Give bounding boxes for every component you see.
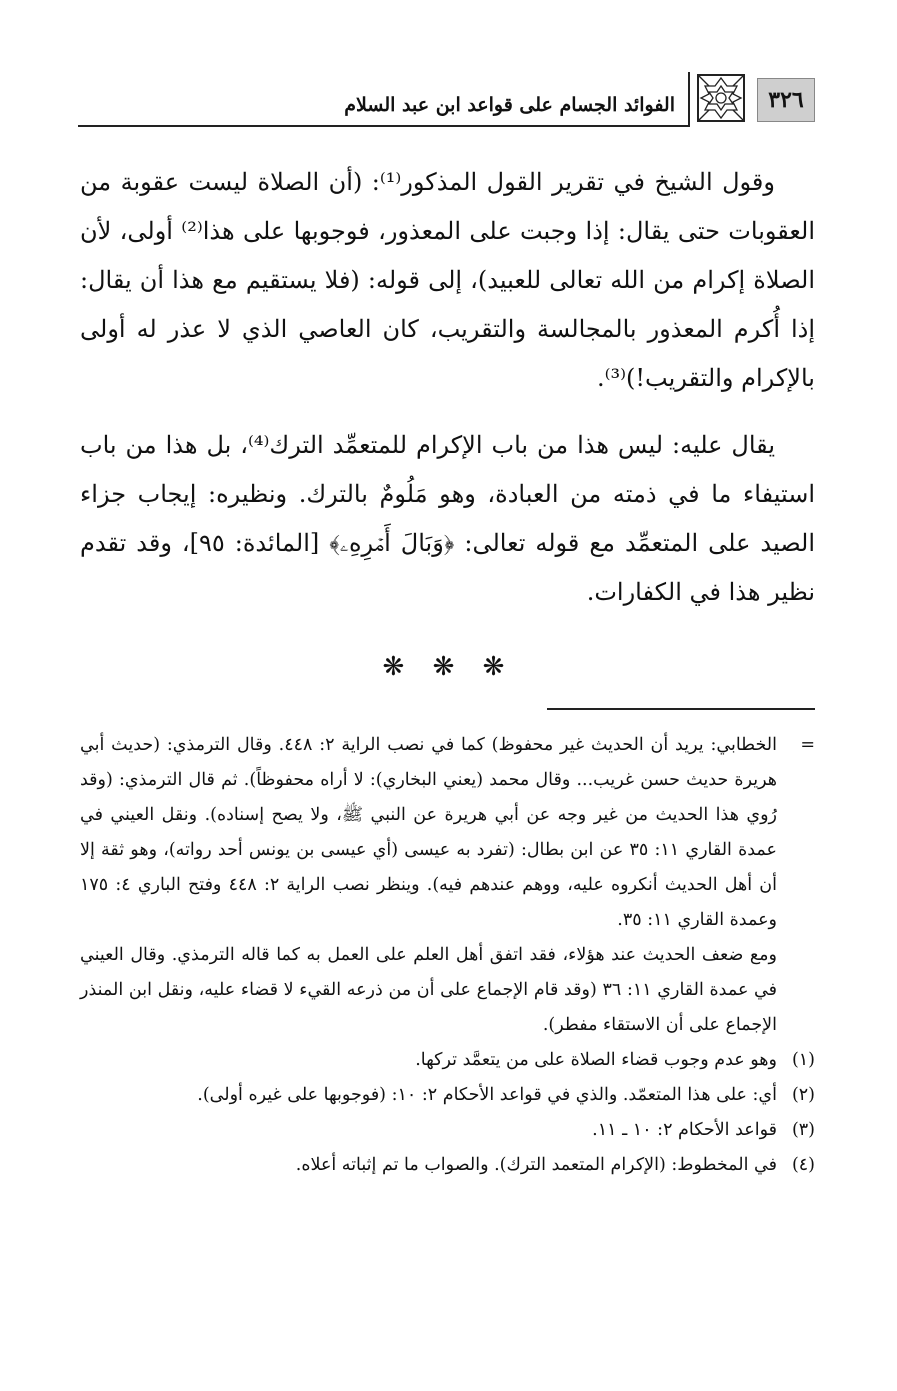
footnote [80,1113,815,1148]
footnote-marker: (٤) [791,1155,815,1175]
footnote-text: ومع ضعف الحديث عند هؤلاء، فقد اتفق أهل العلم على العمل به كما قاله الترمذي. وقال العيني في عمدة القاري ١١: ٣٦ (وقد قام الإجماع على أن من ذرعه القيء لا قضاء عليه، ونقل ابن المنذر الإجماع على أن الاستقاء مفطر). [80,945,777,1035]
footnote-marker: = [800,735,815,755]
footnote [80,938,815,1043]
footnote [80,1148,815,1183]
footnotes [80,728,815,1183]
header-divider-vertical [688,72,690,127]
geometric-ornament-icon [697,74,745,122]
footnote [80,728,815,938]
running-title: الفوائد الجسام على قواعد ابن عبد السلام [344,94,675,116]
footnote [80,1043,815,1078]
footnote-text: أي: على هذا المتعمّد. والذي في قواعد الأحكام ٢: ١٠: (فوجوبها على غيره أولى). [197,1085,777,1105]
page-header [70,62,815,124]
footnote-text: الخطابي: يريد أن الحديث غير محفوظ) كما في نصب الراية ٢: ٤٤٨. وقال الترمذي: (حديث أبي هريرة حديث حسن غريب... وقال محمد (يعني البخاري): لا أراه محفوظاً). ثم قال الترمذي: (وقد رُوي هذا الحديث من غير وجه عن أبي هريرة عن النبي ﷺ، ولا يصح إسناده). ونقل العيني في عمدة القاري ١١: ٣٥ عن ابن بطال: (تفرد به عيسى (أي عيسى بن يونس أحد رواته)، وهو ثقة إلا أن أهل الحديث أنكروه عليه، ووهم عندهم فيه). وينظر نصب الراية ٢: ٤٤٨ وفتح الباري ٤: ١٧٥ وعمدة القاري ١١: ٣٥. [80,735,777,930]
footnote-text: قواعد الأحكام ٢: ١٠ ـ ١١. [592,1120,777,1140]
main-text [80,158,815,617]
footnote-text: وهو عدم وجوب قضاء الصلاة على من يتعمَّد تركها. [415,1050,777,1070]
footnote-marker: (٢) [791,1085,815,1105]
footnote-marker: (٣) [791,1120,815,1140]
paragraph: وقول الشيخ في تقرير القول المذكور⁽¹⁾: (أن الصلاة ليست عقوبة من العقوبات حتى يقال: إذا وجبت على المعذور، فوجوبها على هذا⁽²⁾ أولى، لأن الصلاة إكرام من الله تعالى للعبيد)، إلى قوله: (فلا يستقيم مع هذا أن يقال: إذا أُكرم المعذور بالمجالسة والتقريب، كان العاصي الذي لا عذر له أولى بالإكرام والتقريب!)⁽³⁾. [80,168,815,392]
footnote-divider [547,708,815,710]
footnote-text: في المخطوط: (الإكرام المتعمد الترك). والصواب ما تم إثباته أعلاه. [295,1155,777,1175]
footnote-marker: (١) [791,1050,815,1070]
page-number: ٣٢٦ [757,78,815,122]
header-divider [78,125,690,127]
section-separator: ❋ ❋ ❋ [382,652,515,682]
paragraph: يقال عليه: ليس هذا من باب الإكرام للمتعمِّد الترك⁽⁴⁾، بل هذا من باب استيفاء ما في ذمته من العبادة، وهو مَلُومٌ بالترك. ونظيره: إيجاب جزاء الصيد على المتعمِّد مع قوله تعالى: ﴿وَبَالَ أَمۡرِهِۦ﴾ [المائدة: ٩٥]، وقد تقدم نظير هذا في الكفارات. [80,431,815,606]
footnote [80,1078,815,1113]
